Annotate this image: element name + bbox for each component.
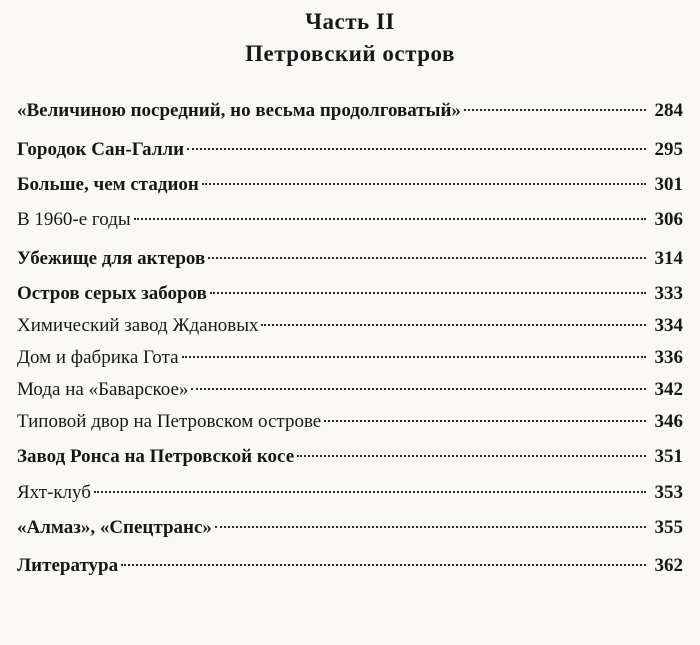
toc-entry — [17, 169, 683, 201]
toc-entry-title: Химический завод Ждановых — [17, 315, 259, 336]
toc-entry-title: Убежище для актеров — [17, 247, 206, 269]
dot-leader — [215, 526, 646, 528]
toc-entry — [17, 92, 683, 131]
toc-entry — [17, 342, 683, 374]
dot-leader — [261, 324, 646, 326]
dot-leader — [208, 257, 646, 259]
dot-leader — [121, 564, 646, 566]
toc-entry-title: В 1960-е годы — [17, 209, 131, 230]
toc-entry-title: Остров серых заборов — [17, 283, 207, 304]
toc-entry-title: Дом и фабрика Гота — [17, 347, 179, 368]
toc-entry — [17, 547, 683, 586]
toc-entry-page: 334 — [654, 315, 683, 336]
toc-entry-page: 353 — [654, 481, 683, 503]
toc-entry-page: 346 — [654, 411, 683, 432]
toc-entry-page: 362 — [654, 555, 683, 576]
dot-leader — [210, 292, 646, 294]
part-label: Часть II — [305, 9, 395, 34]
toc-entry-page: 342 — [654, 379, 683, 400]
table-of-contents — [17, 92, 683, 586]
toc-entry — [17, 406, 683, 438]
dot-leader — [297, 455, 646, 457]
dot-leader — [324, 420, 646, 422]
toc-entry-title: Завод Ронса на Петровской косе — [17, 446, 295, 467]
dot-leader — [191, 388, 646, 390]
dot-leader — [134, 218, 646, 220]
toc-entry-title: Городок Сан-Галли — [17, 138, 185, 160]
toc-entry-title: Литература — [17, 555, 119, 576]
toc-entry-page: 355 — [654, 516, 683, 538]
dot-leader — [202, 183, 646, 185]
dot-leader — [94, 491, 646, 493]
toc-entry — [17, 278, 683, 310]
toc-entry-title: Мода на «Баварское» — [17, 379, 189, 400]
toc-entry-page: 306 — [654, 209, 683, 230]
toc-entry-title: Типовой двор на Петровском острове — [17, 411, 322, 432]
toc-entry — [17, 509, 683, 548]
toc-entry-page: 333 — [654, 283, 683, 304]
toc-entry-page: 336 — [654, 347, 683, 368]
toc-entry-page: 295 — [654, 138, 683, 160]
dot-leader — [187, 148, 646, 150]
toc-entry-title: «Алмаз», «Спецтранс» — [17, 516, 212, 538]
toc-entry-title: «Величиною посредний, но весьма продолговатый» — [17, 100, 461, 121]
toc-entry — [17, 201, 683, 240]
toc-entry-page: 351 — [654, 446, 683, 467]
dot-leader — [464, 109, 646, 111]
toc-entry-page: 301 — [654, 174, 683, 195]
part-title: Петровский остров — [245, 41, 455, 66]
toc-entry — [17, 374, 683, 406]
toc-entry-page: 284 — [654, 100, 683, 121]
toc-entry — [17, 477, 683, 509]
toc-entry-title: Яхт-клуб — [17, 481, 91, 503]
toc-entry — [17, 131, 683, 170]
toc-entry-page: 314 — [654, 247, 683, 269]
toc-entry — [17, 240, 683, 279]
toc-entry-title: Больше, чем стадион — [17, 174, 199, 195]
toc-entry — [17, 310, 683, 342]
dot-leader — [182, 356, 646, 358]
toc-entry — [17, 438, 683, 477]
